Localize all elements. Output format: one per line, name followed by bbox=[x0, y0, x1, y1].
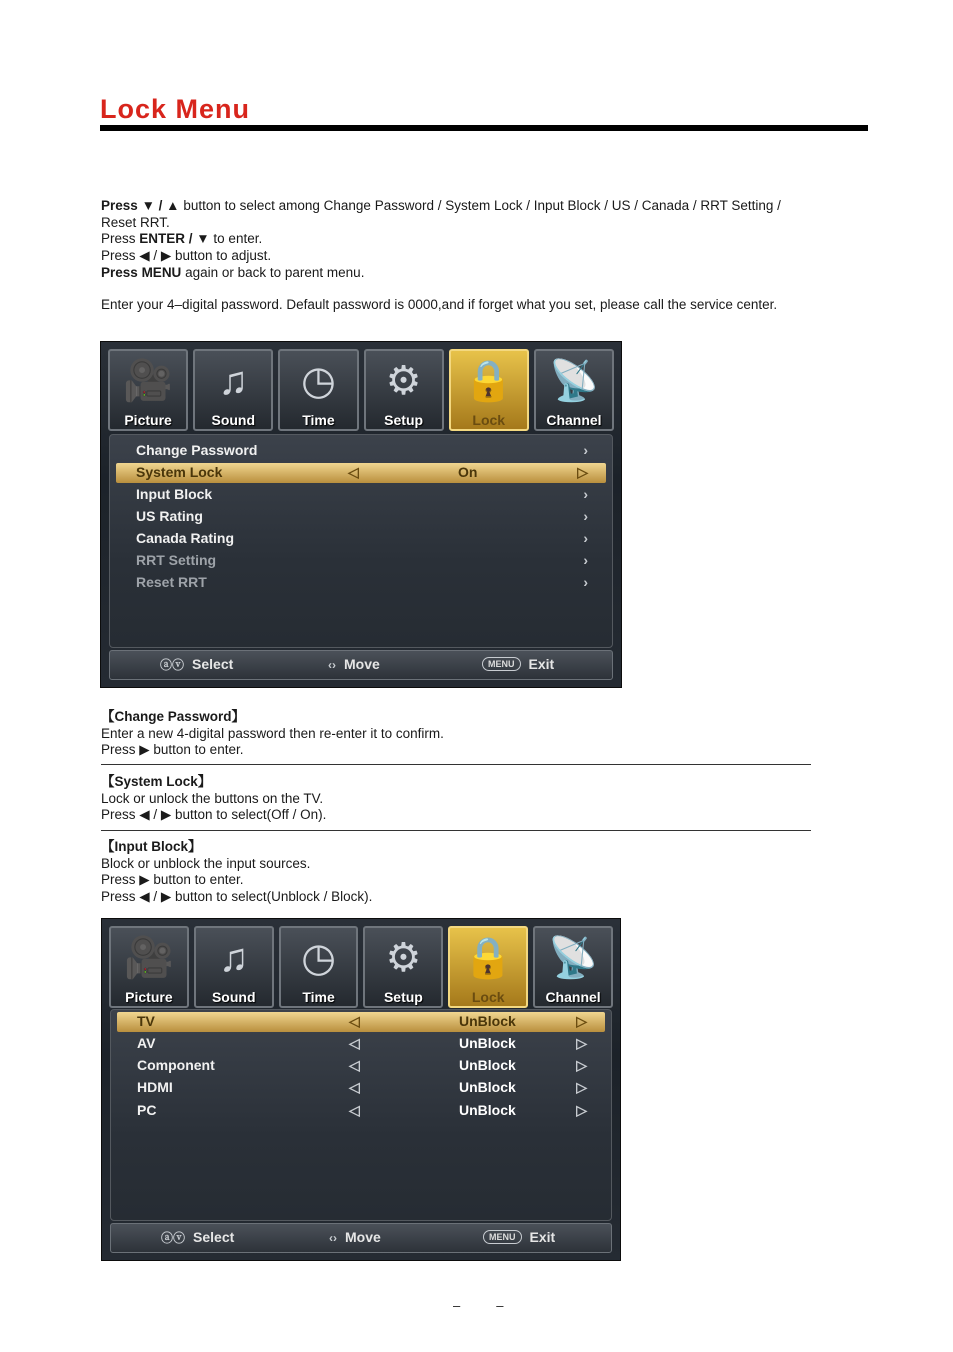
clock-icon: ◷ bbox=[301, 936, 337, 980]
tab-lock[interactable]: 🔒 Lock bbox=[448, 926, 528, 1008]
menu-footer bbox=[109, 650, 613, 680]
arrow-right-icon[interactable]: ▷ bbox=[576, 1035, 587, 1051]
system-lock-value: On bbox=[458, 464, 478, 480]
system-lock-section: 【System Lock】 Lock or unlock the buttons on the TV. Press ◀ / ▶ button to select(Off / On). bbox=[101, 774, 811, 824]
padlock-icon: 🔒 bbox=[463, 359, 514, 403]
tab-time[interactable]: ◷ Time bbox=[278, 349, 358, 431]
arrow-right-icon[interactable]: ▷ bbox=[576, 1079, 587, 1095]
padlock-icon: 🔒 bbox=[463, 936, 514, 980]
chevron-right-icon: › bbox=[583, 574, 588, 590]
chevron-right-icon: › bbox=[583, 552, 588, 568]
tab-picture[interactable]: 🎥 Picture bbox=[109, 926, 189, 1008]
menu-key-icon: MENU bbox=[482, 657, 521, 671]
input-item-component[interactable]: Component ◁ UnBlock ▷ bbox=[137, 1057, 587, 1073]
arrow-left-icon[interactable]: ◁ bbox=[349, 1079, 360, 1095]
section-heading: 【Input Block】 bbox=[101, 839, 202, 854]
change-password-section: 【Change Password】 Enter a new 4-digital password then re-enter it to confirm. Press ▶ button to enter. bbox=[101, 709, 811, 759]
lock-options-list bbox=[109, 434, 613, 648]
intro-instructions bbox=[101, 198, 841, 282]
tab-picture[interactable]: 🎥 Picture bbox=[108, 349, 188, 431]
page-title: Lock Menu bbox=[100, 94, 251, 124]
menu-tabs bbox=[108, 349, 614, 431]
input-block-section: 【Input Block】 Block or unblock the input sources. Press ▶ button to enter. Press ◀ / ▶ button to select(Unblock / Block). bbox=[101, 839, 811, 906]
satellite-monitor-icon: 📡 bbox=[549, 359, 599, 403]
left-right-icon: ‹› bbox=[329, 1231, 337, 1245]
password-note: Enter your 4–digital password. Default password is 0000,and if forget what you set, please call the service center. bbox=[101, 297, 778, 312]
input-item-hdmi[interactable]: HDMI ◁ UnBlock ▷ bbox=[137, 1079, 587, 1095]
gear-tools-icon: ⚙ bbox=[385, 359, 422, 403]
chevron-right-icon: › bbox=[583, 486, 588, 502]
footer-move: ‹› Move bbox=[329, 1229, 381, 1245]
footer-select: ⓐⓥ Select bbox=[160, 656, 234, 672]
arrow-left-icon[interactable]: ◁ bbox=[348, 464, 359, 480]
input-item-av[interactable]: AV ◁ UnBlock ▷ bbox=[137, 1035, 587, 1051]
menu-item-reset-rrt[interactable]: Reset RRT › bbox=[136, 574, 588, 590]
tab-sound[interactable]: ♫ Sound bbox=[193, 349, 273, 431]
tab-channel[interactable]: 📡 Channel bbox=[534, 349, 614, 431]
tab-time[interactable]: ◷ Time bbox=[279, 926, 359, 1008]
arrow-left-icon[interactable]: ◁ bbox=[349, 1035, 360, 1051]
arrow-left-icon[interactable]: ◁ bbox=[349, 1057, 360, 1073]
input-item-tv[interactable]: TV ◁ UnBlock ▷ bbox=[117, 1012, 605, 1032]
lock-menu-screen bbox=[100, 341, 622, 688]
intro-line-1: Press ▼ / ▲ button to select among Change Password / System Lock / Input Block / US / Canada / RRT Setting / bbox=[101, 198, 781, 213]
input-block-screen bbox=[101, 918, 621, 1261]
input-item-pc[interactable]: PC ◁ UnBlock ▷ bbox=[137, 1102, 587, 1118]
menu-item-change-password[interactable]: Change Password › bbox=[136, 442, 588, 458]
up-down-icon: ⓐⓥ bbox=[160, 658, 185, 672]
tab-channel[interactable]: 📡 Channel bbox=[533, 926, 613, 1008]
section-heading: 【Change Password】 bbox=[101, 709, 246, 724]
menu-item-us-rating[interactable]: US Rating › bbox=[136, 508, 588, 524]
clock-icon: ◷ bbox=[300, 359, 336, 403]
tab-sound[interactable]: ♫ Sound bbox=[194, 926, 274, 1008]
tab-setup[interactable]: ⚙ Setup bbox=[363, 926, 443, 1008]
tab-setup[interactable]: ⚙ Setup bbox=[364, 349, 444, 431]
speaker-note-icon: ♫ bbox=[218, 936, 249, 980]
intro-line-1-cont: Reset RRT. bbox=[101, 214, 170, 230]
speaker-note-icon: ♫ bbox=[218, 359, 249, 403]
chevron-right-icon: › bbox=[583, 442, 588, 458]
arrow-right-icon[interactable]: ▷ bbox=[576, 1057, 587, 1073]
menu-key-icon: MENU bbox=[483, 1230, 522, 1244]
menu-item-rrt-setting[interactable]: RRT Setting › bbox=[136, 552, 588, 568]
menu-item-input-block[interactable]: Input Block › bbox=[136, 486, 588, 502]
footer-exit: MENU Exit bbox=[483, 1229, 555, 1245]
menu-footer bbox=[110, 1223, 612, 1253]
menu-item-system-lock[interactable]: System Lock ◁ On ▷ bbox=[116, 463, 606, 483]
section-heading: 【System Lock】 bbox=[101, 774, 212, 789]
up-down-icon: ⓐⓥ bbox=[161, 1231, 186, 1245]
footer-select: ⓐⓥ Select bbox=[161, 1229, 235, 1245]
gear-tools-icon: ⚙ bbox=[385, 936, 422, 980]
arrow-right-icon[interactable]: ▷ bbox=[577, 464, 588, 480]
arrow-left-icon[interactable]: ◁ bbox=[349, 1013, 360, 1029]
tab-lock[interactable]: 🔒 Lock bbox=[449, 349, 529, 431]
menu-tabs bbox=[109, 926, 613, 1008]
section-divider bbox=[101, 764, 811, 765]
left-right-icon: ‹› bbox=[328, 658, 336, 672]
arrow-left-icon[interactable]: ◁ bbox=[349, 1102, 360, 1118]
footer-move: ‹› Move bbox=[328, 656, 380, 672]
chevron-right-icon: › bbox=[583, 530, 588, 546]
title-rule bbox=[100, 125, 868, 131]
camcorder-icon: 🎥 bbox=[123, 359, 173, 403]
intro-line-2: Press ENTER / ▼ to enter. bbox=[101, 231, 263, 247]
footer-exit: MENU Exit bbox=[482, 656, 554, 672]
intro-line-4: Press MENU again or back to parent menu. bbox=[101, 264, 365, 280]
page-number: –– bbox=[453, 1298, 540, 1313]
intro-line-3: Press ◀ / ▶ button to adjust. bbox=[101, 248, 272, 264]
arrow-right-icon[interactable]: ▷ bbox=[576, 1013, 587, 1029]
satellite-monitor-icon: 📡 bbox=[548, 936, 598, 980]
arrow-right-icon[interactable]: ▷ bbox=[576, 1102, 587, 1118]
input-sources-list bbox=[110, 1009, 612, 1221]
menu-item-canada-rating[interactable]: Canada Rating › bbox=[136, 530, 588, 546]
section-divider bbox=[101, 830, 811, 831]
camcorder-icon: 🎥 bbox=[124, 936, 174, 980]
chevron-right-icon: › bbox=[583, 508, 588, 524]
